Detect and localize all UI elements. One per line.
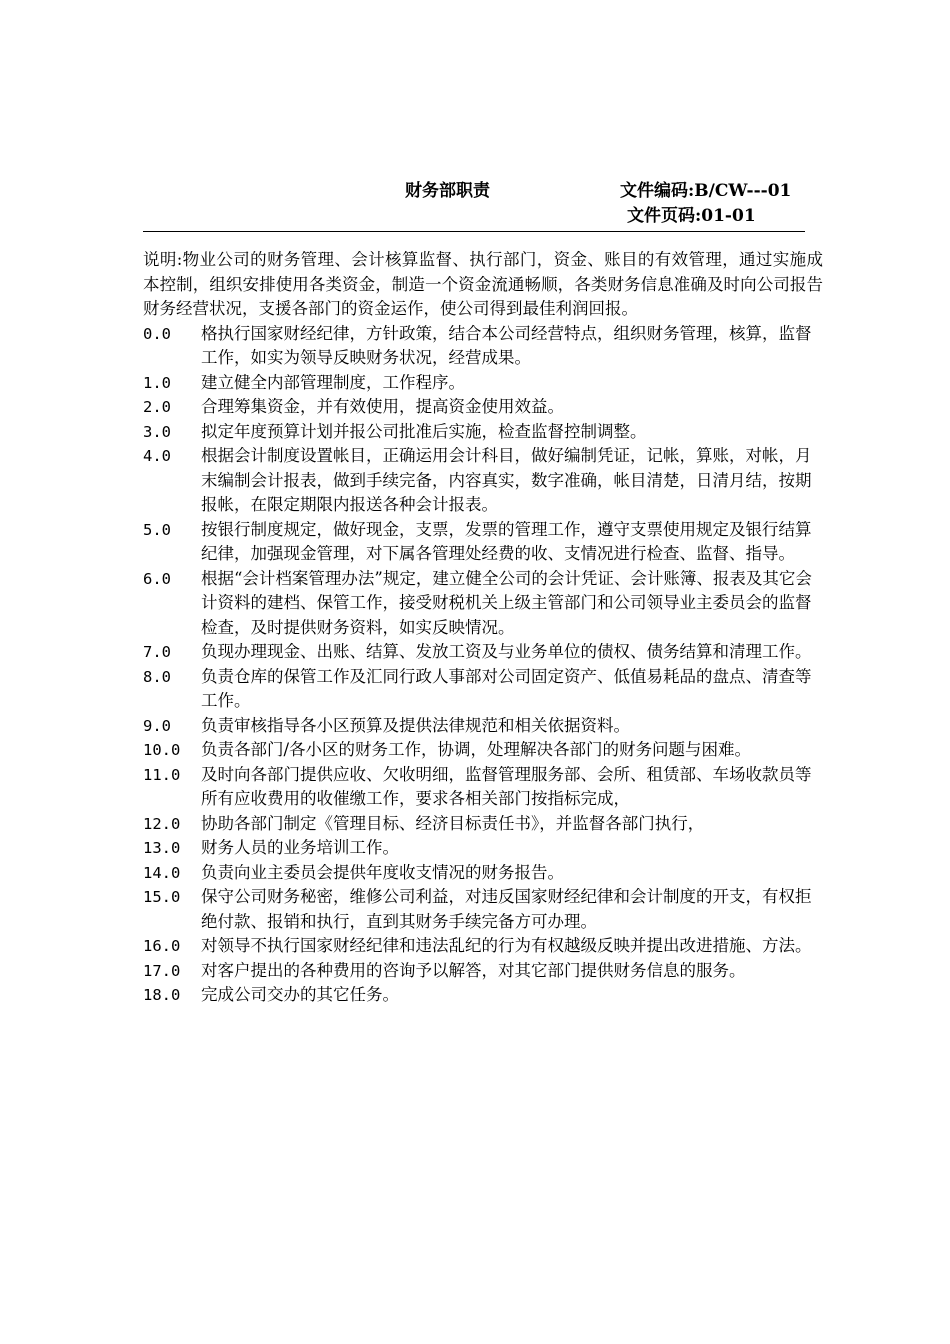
duty-item-text: 拟定年度预算计划并报公司批准后实施，检查监督控制调整。 — [201, 421, 647, 441]
duty-item — [143, 444, 823, 518]
duty-item-text: 完成公司交办的其它任务。 — [201, 985, 399, 1004]
duty-item-text: 负现办理现金、出账、结算、发放工资及与业务单位的债权、债务结算和清理工作。 — [201, 642, 812, 661]
duty-item — [143, 738, 823, 763]
duty-item-number: 6.0 — [143, 569, 171, 588]
duty-item-number: 17.0 — [143, 961, 181, 980]
header-divider — [143, 231, 805, 232]
duty-item — [143, 861, 823, 886]
duty-item — [143, 763, 823, 812]
file-page-number: 文件页码:01-01 — [627, 206, 756, 226]
duty-item-number: 3.0 — [143, 422, 171, 441]
duty-item-text: 格执行国家财经纪律，方针政策，结合本公司经营特点，组织财务管理，核算，监督工作，如实为领导反映财务状况，经营成果。 — [201, 323, 812, 367]
duty-item — [143, 420, 823, 445]
duty-item-number: 12.0 — [143, 814, 181, 833]
duty-item-text: 根据会计制度设置帐目，正确运用会计科目，做好编制凭证，记帐，算账，对帐，月末编制会计报表，做到手续完备，内容真实，数字准确，帐目清楚，日清月结，按期报帐，在限定期限内报送各种会计报表。 — [201, 446, 812, 514]
duty-item-number: 1.0 — [143, 373, 171, 392]
duty-item-text: 及时向各部门提供应收、欠收明细，监督管理服务部、会所、租赁部、车场收款员等所有应收费用的收催缴工作，要求各相关部门按指标完成， — [201, 764, 812, 808]
duty-item-number: 15.0 — [143, 888, 181, 906]
duty-item-number: 5.0 — [143, 520, 171, 539]
document-body — [143, 248, 823, 1008]
duty-item-number: 0.0 — [143, 324, 171, 343]
document-title: 财务部职责 — [405, 181, 490, 201]
duty-item-number: 7.0 — [143, 643, 171, 661]
duty-item — [143, 395, 823, 420]
file-code: 文件编码:B/CW---01 — [620, 181, 792, 201]
duty-item-text: 协助各部门制定《管理目标、经济目标责任书》，并监督各部门执行， — [201, 813, 705, 833]
duty-item-number: 8.0 — [143, 667, 171, 686]
duty-item-text: 对客户提出的各种费用的咨询予以解答，对其它部门提供财务信息的服务。 — [201, 960, 746, 980]
duty-item-number: 9.0 — [143, 716, 171, 735]
duty-item — [143, 983, 823, 1008]
duty-item — [143, 322, 823, 371]
duty-item — [143, 812, 823, 837]
duty-item-text: 负责各部门/各小区的财务工作，协调，处理解决各部门的财务问题与困难。 — [201, 740, 752, 759]
duty-item-text: 按银行制度规定，做好现金，支票，发票的管理工作，遵守支票使用规定及银行结算纪律，加强现金管理，对下属各管理处经费的收、支情况进行检查、监督、指导。 — [201, 519, 812, 563]
duty-item — [143, 640, 823, 665]
duty-list — [143, 322, 823, 1008]
duty-item-number: 4.0 — [143, 447, 171, 465]
duty-item-number: 13.0 — [143, 839, 181, 857]
duty-item — [143, 836, 823, 861]
duty-item-number: 10.0 — [143, 741, 181, 759]
duty-item — [143, 714, 823, 739]
duty-item-text: 财务人员的业务培训工作。 — [201, 838, 399, 857]
duty-item-text: 负责向业主委员会提供年度收支情况的财务报告。 — [201, 862, 564, 882]
duty-item — [143, 959, 823, 984]
duty-item-text: 负责审核指导各小区预算及提供法律规范和相关依据资料。 — [201, 715, 630, 735]
duty-item-text: 合理筹集资金，并有效使用，提高资金使用效益。 — [201, 397, 564, 416]
duty-item — [143, 518, 823, 567]
duty-item-text: 负责仓库的保管工作及汇同行政人事部对公司固定资产、低值易耗品的盘点、清查等工作。 — [201, 666, 812, 710]
duty-item — [143, 567, 823, 641]
duty-item-text: 建立健全内部管理制度，工作程序。 — [201, 372, 465, 392]
duty-item — [143, 371, 823, 396]
duty-item-number: 14.0 — [143, 863, 181, 882]
duty-item-text: 对领导不执行国家财经纪律和违法乱纪的行为有权越级反映并提出改进措施、方法。 — [201, 936, 812, 955]
duty-item — [143, 665, 823, 714]
duty-item — [143, 934, 823, 959]
duty-item-number: 16.0 — [143, 937, 181, 955]
duty-item-text: 根据“会计档案管理办法”规定，建立健全公司的会计凭证、会计账簿、报表及其它会计资料的建档、保管工作，接受财税机关上级主管部门和公司领导业主委员会的监督检查，及时提供财务资料，如实反映情况。 — [201, 568, 812, 637]
duty-item-text: 保守公司财务秘密，维修公司利益，对违反国家财经纪律和会计制度的开支，有权拒绝付款、报销和执行，直到其财务手续完备方可办理。 — [201, 887, 812, 931]
duty-item-number: 11.0 — [143, 765, 181, 784]
intro-paragraph: 说明:物业公司的财务管理、会计核算监督、执行部门，资金、账目的有效管理，通过实施成本控制，组织安排使用各类资金，制造一个资金流通畅顺，各类财务信息准确及时向公司报告财务经营状况，支援各部门的资金运作，使公司得到最佳利润回报。 — [143, 250, 823, 318]
duty-item — [143, 885, 823, 934]
duty-item-number: 2.0 — [143, 398, 171, 416]
duty-item-number: 18.0 — [143, 986, 181, 1004]
